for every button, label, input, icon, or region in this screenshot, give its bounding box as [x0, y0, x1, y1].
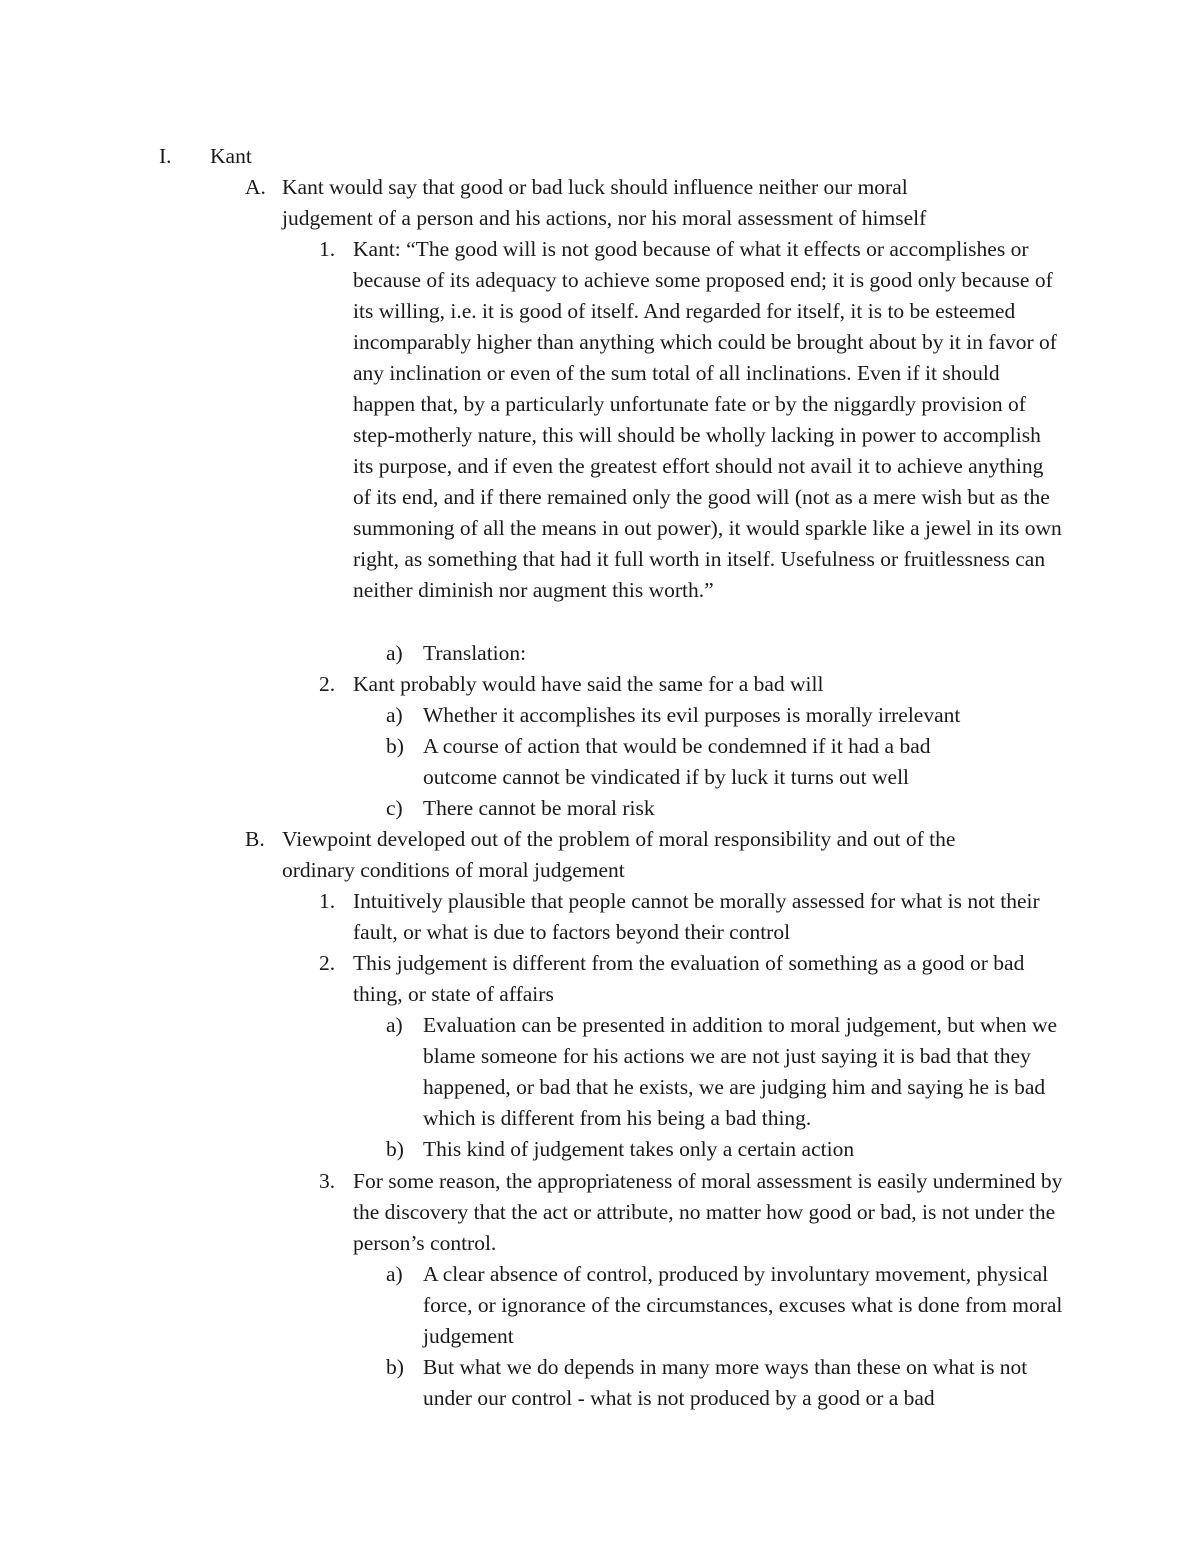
outline-marker-number: 3.: [319, 1169, 336, 1193]
outline-item-A1a: [386, 638, 1063, 669]
outline-item-B1: [319, 886, 1065, 948]
outline-item-B3a: [386, 1259, 1063, 1352]
outline-text: Kant probably would have said the same for a bad will: [353, 672, 824, 696]
outline-marker-number: 2.: [319, 672, 336, 696]
outline-text: Evaluation can be presented in addition to moral judgement, but when we blame someone for his actions we are not just saying it is bad that they happened, or bad that he exists, we are judging him and saying he is bad which is different from his being a bad thing.: [423, 1013, 1058, 1130]
outline-text: There cannot be moral risk: [423, 796, 655, 820]
outline-text: Kant: “The good will is not good because of what it effects or accomplishes or because of its adequacy to achieve some proposed end; it is good only because of its willing, i.e. it is good of itself. And regarded for itself, it is to be esteemed incomparably higher than anything which could be brought about by it in favor of any inclination or even of the sum total of all inclinations. Even if it should happen that, by a particularly unfortunate fate or by the niggardly provision of step-motherly nature, this will should be wholly lacking in power to accomplish its purpose, and if even the greatest effort should not avail it to achieve anything of its end, and if there remained only the good will (not as a mere wish but as the summoning of all the means in out power), it would sparkle like a jewel in its own right, as something that had it full worth in itself. Usefulness or fruitlessness can neither diminish nor augment this worth.”: [353, 237, 1062, 602]
outline-text: Kant: [210, 144, 252, 168]
outline-text: Viewpoint developed out of the problem of moral responsibility and out of the ordinary conditions of moral judgement: [282, 827, 956, 882]
outline-item-A2: [319, 669, 1065, 700]
outline-item-A1: [319, 234, 1065, 606]
outline-text: But what we do depends in many more ways than these on what is not under our control - what is not produced by a good or a bad: [423, 1355, 1028, 1410]
outline-marker-sub: a): [386, 641, 403, 665]
outline-marker-roman: I.: [159, 144, 172, 168]
outline-marker-letter: B.: [245, 827, 265, 851]
outline-marker-number: 1.: [319, 237, 336, 261]
outline-item-A2b: [386, 731, 993, 793]
outline-item-B3b: [386, 1352, 1063, 1414]
outline-marker-sub: b): [386, 1355, 404, 1379]
outline-marker-sub: a): [386, 1262, 403, 1286]
outline-text: This judgement is different from the evaluation of something as a good or bad thing, or state of affairs: [353, 951, 1025, 1006]
outline-marker-sub: a): [386, 1013, 403, 1037]
outline-item-A2a: [386, 700, 1063, 731]
outline-item-B2b: [386, 1134, 1063, 1165]
outline-text: This kind of judgement takes only a certain action: [423, 1137, 855, 1161]
outline-item-A2c: [386, 793, 1063, 824]
outline-text: A course of action that would be condemned if it had a bad outcome cannot be vindicated if by luck it turns out well: [423, 734, 931, 789]
outline-marker-sub: a): [386, 703, 403, 727]
outline-item-I: [159, 141, 1010, 172]
outline-text: For some reason, the appropriateness of moral assessment is easily undermined by the discovery that the act or attribute, no matter how good or bad, is not under the person’s control.: [353, 1169, 1063, 1255]
outline-marker-sub: b): [386, 734, 404, 758]
outline-text: A clear absence of control, produced by involuntary movement, physical force, or ignorance of the circumstances, excuses what is done from moral judgement: [423, 1262, 1063, 1348]
outline-marker-letter: A.: [245, 175, 266, 199]
outline-marker-number: 2.: [319, 951, 336, 975]
outline-marker-sub: c): [386, 796, 403, 820]
outline-marker-number: 1.: [319, 889, 336, 913]
outline-item-B3: [319, 1166, 1065, 1259]
outline-marker-sub: b): [386, 1137, 404, 1161]
outline-text: Intuitively plausible that people cannot be morally assessed for what is not their fault, or what is due to factors beyond their control: [353, 889, 1040, 944]
outline-item-B2a: [386, 1010, 1063, 1134]
outline-text: Translation:: [423, 641, 527, 665]
outline-text: Kant would say that good or bad luck should influence neither our moral judgement of a person and his actions, nor his moral assessment of himself: [282, 175, 927, 230]
outline-text: Whether it accomplishes its evil purposes is morally irrelevant: [423, 703, 961, 727]
outline-item-B2: [319, 948, 1058, 1010]
outline-item-A: [245, 172, 994, 234]
outline-item-B: [245, 824, 1032, 886]
